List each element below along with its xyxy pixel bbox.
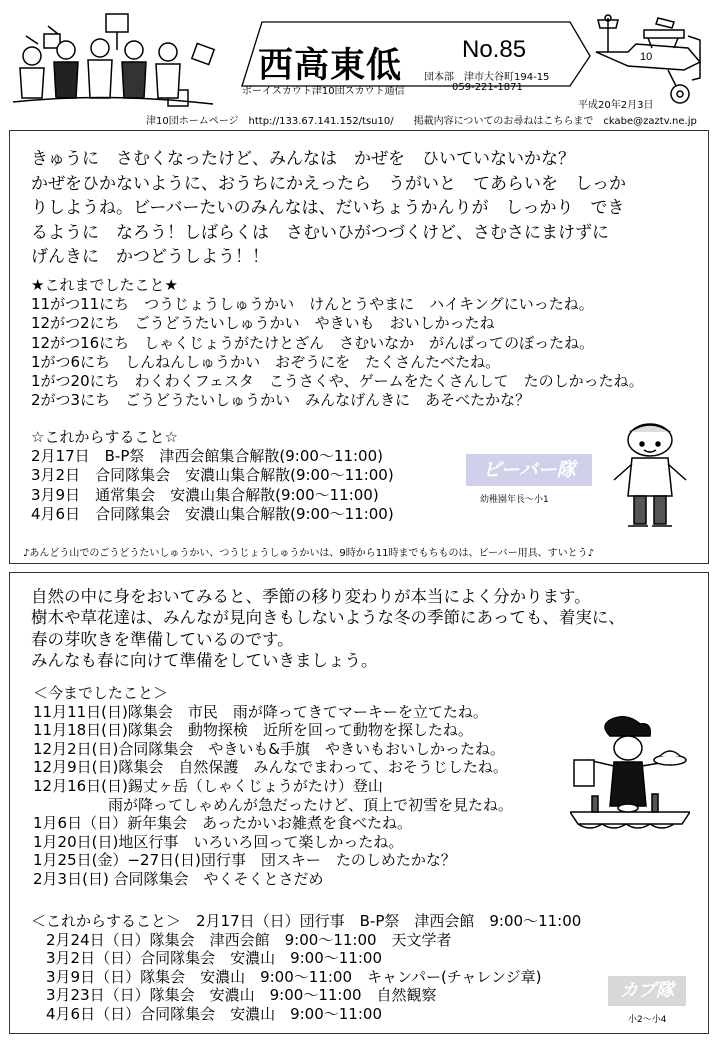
beaver-done-list bbox=[31, 276, 644, 410]
masthead: 西高東低 bbox=[258, 45, 403, 86]
intro-line: 樹木や草花達は、みんなが見向きもしないような冬の季節にあっても、着実に、 bbox=[31, 608, 625, 628]
intro-line: きゅうに さむくなったけど、みんなは かぜを ひいていないかな？ bbox=[31, 149, 575, 169]
list-item: 12がつ2にち ごうどうたいしゅうかい やきいも おいしかったね bbox=[31, 314, 495, 333]
section-heading: ＜今までしたこと＞ bbox=[33, 684, 169, 702]
list-item: 1がつ6にち しんねんしゅうかい おぞうにを たくさんたべたね。 bbox=[31, 352, 501, 371]
beaver-intro bbox=[31, 147, 626, 270]
list-item: 1月20日(日)地区行事 いろいろ回って楽しかったね。 bbox=[33, 832, 404, 851]
list-item: 11月11日(日)隊集会 市民 雨が降ってきてマーキーを立てたね。 bbox=[33, 702, 488, 721]
list-item: 1月6日（日）新年集会 あったかいお雑煮を食べたね。 bbox=[33, 814, 412, 833]
cub-badge-sub: 小2～小4 bbox=[628, 1015, 667, 1025]
list-item: 11がつ11にち つうじょうしゅうかい けんとうやまに ハイキングにいったね。 bbox=[31, 295, 594, 314]
intro-line: るように なろう！しばらくは さむいひがつづくけど、さむさにまけずに bbox=[31, 222, 609, 243]
list-item: 2がつ3にち ごうどうたいしゅうかい みんなげんきに あそべたかな？ bbox=[31, 391, 531, 410]
list-item: 11月18日(日)隊集会 動物探検 近所を回って動物を探したね。 bbox=[33, 721, 473, 740]
list-item: 2月24日（日）隊集会 津西会館 9:00～11:00 天文学者 bbox=[31, 930, 452, 949]
plane-label: 10 bbox=[640, 51, 653, 63]
list-item: 1がつ20にち わくわくフェスタ こうさくや、ゲームをたくさんして たのしかったね。 bbox=[31, 371, 644, 390]
list-item: 12月2日(日)合同隊集会 やきいも&手旗 やきいもおいしかったね。 bbox=[33, 739, 506, 758]
list-item: 3月2日 合同隊集会 安濃山集合解散(9:00～11:00) bbox=[31, 466, 394, 485]
list-item: 12月9日(日)隊集会 自然保護 みんなでまわって、おそうじしたね。 bbox=[33, 758, 508, 777]
list-item: 雨が降ってしゃめんが急だったけど、頂上で初雪を見たね。 bbox=[33, 795, 514, 814]
list-item: 4月6日（日）合同隊集会 安濃山 9:00～11:00 bbox=[31, 1004, 383, 1023]
cub-intro bbox=[31, 586, 625, 671]
scouts-illustration bbox=[8, 6, 226, 110]
section-heading: ☆これからすること☆ bbox=[31, 428, 178, 446]
section-heading: ★これまでしたこと★ bbox=[31, 276, 178, 294]
beaver-badge: ビーバー隊 bbox=[466, 454, 592, 486]
list-item: 3月23日（日）隊集会 安濃山 9:00～11:00 自然観察 bbox=[31, 986, 437, 1005]
phone-number: 059-221-1871 bbox=[452, 82, 523, 93]
beaver-note: ♪あんどう山でのごうどうたいしゅうかい、つうじょうしゅうかいは、9時から11時までもちものは、ビーバー用具、すいとう♪ bbox=[23, 548, 594, 559]
org-name: ボーイスカウト津10団スカウト通信 bbox=[242, 86, 405, 97]
scout-boy-illustration bbox=[604, 418, 696, 536]
list-item: 12月16日(日)錫丈ヶ岳（しゃくじょうがたけ）登山 bbox=[33, 776, 383, 795]
beaver-badge-sub: 幼稚園年長～小1 bbox=[480, 495, 549, 505]
list-item: 4月6日 合同隊集会 安濃山集合解散(9:00～11:00) bbox=[31, 504, 394, 523]
cub-badge: カブ隊 bbox=[608, 976, 686, 1006]
list-item: 3月9日（日）隊集会 安濃山 9:00～11:00 キャンパー(チャレンジ章) bbox=[31, 967, 542, 986]
intro-line: 自然の中に身をおいてみると、季節の移り変わりが本当によく分かります。 bbox=[31, 587, 591, 606]
intro-line: みんなも春に向けて準備をしていきましょう。 bbox=[31, 650, 378, 670]
intro-line: りしようね。ビーバーたいのみんなは、だいちょうかんりが しっかり でき bbox=[31, 198, 625, 218]
list-item: 2月3日(日) 合同隊集会 やくそくとさだめ bbox=[33, 869, 324, 888]
list-item: 2月17日 B-P祭 津西会館集合解散(9:00～11:00) bbox=[31, 447, 383, 466]
chef-illustration bbox=[570, 716, 690, 846]
list-item: 1月25日(金）−27日(日)団行事 団スキー たのしめたかな？ bbox=[33, 851, 456, 870]
list-item: 12がつ16にち しゃくじょうがたけとざん さむいなか がんばってのぼったね。 bbox=[31, 333, 595, 352]
beaver-todo-list bbox=[31, 428, 394, 524]
airplane-illustration bbox=[588, 8, 714, 108]
intro-line: かぜをひかないように、おうちにかえったら うがいと てあらいを しっか bbox=[31, 173, 626, 194]
intro-line: 春の芽吹きを準備しているのです。 bbox=[31, 629, 294, 649]
issue-date: 平成20年2月3日 bbox=[578, 100, 654, 111]
cub-done-list bbox=[33, 684, 513, 889]
hq-address: 団本部 津市大谷町194-15 bbox=[424, 72, 550, 83]
homepage-line: 津10団ホームページ http://133.67.141.152/tsu10/ 掲載内容についてのお尋ねはこちらまで ckabe@zaztv.ne.jp bbox=[146, 116, 697, 127]
list-item: 3月9日 通常集会 安濃山集合解散(9:00～11:00) bbox=[31, 485, 379, 504]
issue-number: No.85 bbox=[462, 36, 527, 63]
cub-todo-list bbox=[31, 912, 581, 1024]
list-item: ＜これからすること＞ 2月17日（日）団行事 B-P祭 津西会館 9:00～11:00 bbox=[31, 912, 582, 930]
intro-line: げんきに かつどうしよう！！ bbox=[31, 247, 269, 267]
list-item: 3月2日（日）合同隊集会 安濃山 9:00～11:00 bbox=[31, 949, 383, 968]
